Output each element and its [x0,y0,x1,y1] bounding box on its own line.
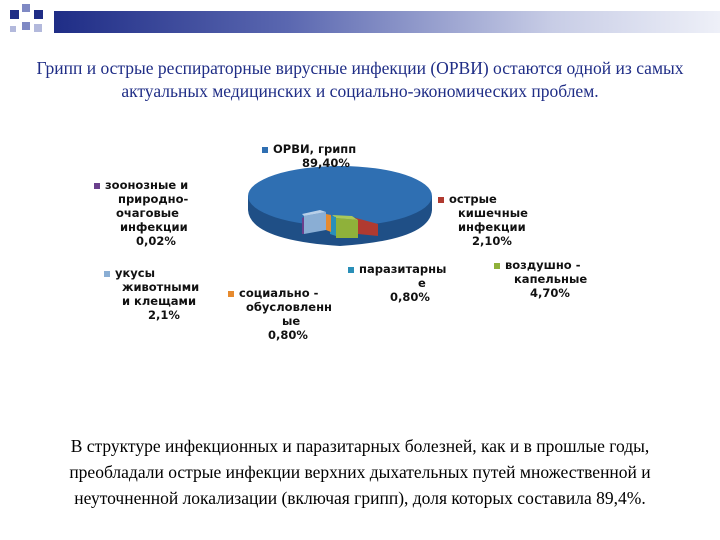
label-kish [438,192,548,248]
legend-marker-orvi [262,147,268,153]
label-ukus-line2: животными [122,280,200,294]
legend-marker-kish [438,197,444,203]
header-bar [54,11,720,33]
label-zoon-line2: природно- [118,192,189,206]
intro-text: Грипп и острые респираторные вирусные инфекции (ОРВИ) остаются одной из самых актуальных медицинских и социально-экономических проблем. [36,58,684,101]
label-zoon-line3: очаговые [116,206,179,220]
legend-marker-soc [228,291,234,297]
summary-text: В структуре инфекционных и паразитарных болезней, как и в прошлые годы, преобладали острые инфекции верхних дыхательных путей множественной и неуточненной локализации (включая грипп), доля которых составила 89,4%. [69,436,651,508]
label-soc [228,286,348,342]
label-zoon [94,178,224,248]
label-ukus [104,266,224,322]
label-zoon-line4: инфекции [120,220,188,234]
label-kish-line1: острые [449,192,497,206]
label-ukus-value: 2,1% [148,308,180,322]
legend-marker-paraz [348,267,354,273]
label-ukus-line3: и клещами [122,294,197,308]
slice-zoon [302,217,304,234]
label-zoon-line1: зоонозные и [105,178,189,192]
pie-chart [0,120,720,360]
label-zoon-value: 0,02% [136,234,176,248]
label-paraz-line1: паразитарны [359,262,447,276]
slice-vozd [336,218,358,238]
legend-marker-ukus [104,271,110,277]
label-orvi [262,142,382,170]
label-soc-line2: обусловленн [246,300,332,314]
label-orvi-value: 89,40% [302,156,350,170]
label-ukus-line1: укусы [115,266,156,280]
legend-marker-vozd [494,263,500,269]
label-kish-line3: инфекции [458,220,526,234]
label-paraz-line2: е [418,276,426,290]
label-kish-line2: кишечные [458,206,528,220]
label-vozd-line2: капельные [514,272,588,286]
label-soc-line3: ые [282,314,301,328]
label-orvi-line1: ОРВИ, грипп [273,142,357,156]
label-paraz-value: 0,80% [390,290,430,304]
label-soc-line1: социально - [239,286,319,300]
label-vozd-line1: воздушно - [505,258,581,272]
label-soc-value: 0,80% [268,328,308,342]
label-kish-value: 2,10% [472,234,512,248]
label-paraz [348,262,468,304]
label-vozd [494,258,614,300]
slice-soc [326,214,331,232]
label-vozd-value: 4,70% [530,286,570,300]
legend-marker-zoon [94,183,100,189]
